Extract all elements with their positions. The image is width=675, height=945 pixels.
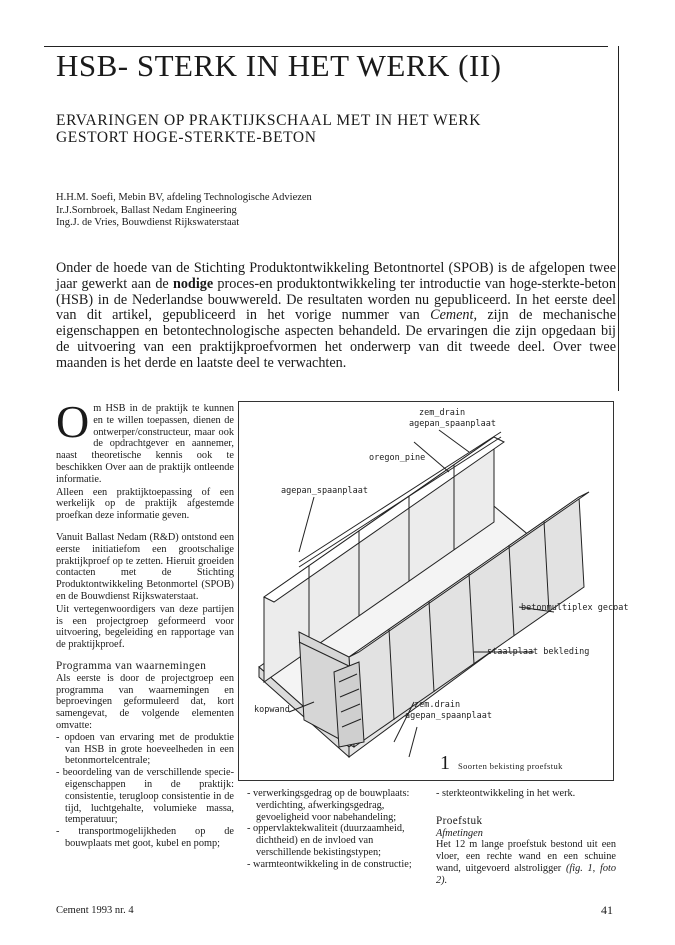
formwork-drawing — [239, 402, 629, 782]
column-1 — [56, 396, 234, 850]
label-agepan-top: agepan_spaanplaat — [409, 419, 496, 429]
figure-caption: Soorten bekisting proefstuk — [458, 761, 563, 771]
observation-list-end — [436, 788, 616, 800]
subsection-heading: Afmetingen — [436, 827, 483, 839]
author-line: Ing.J. de Vries, Bouwdienst Rijkswaterstaat — [56, 217, 240, 228]
list-item: - verwerkingsgedrag op de bouwplaats: verdichting, afwerkingsgedrag, gevoeligheid voor nabehandeling; — [247, 788, 410, 823]
paragraph-text: Het 12 m lange proefstuk bestond uit een vloer, een rechte wand en een schuine wand, uitgevoerd alstroligger — [436, 839, 616, 874]
list-item: - warmteontwikkeling in de constructie; — [247, 858, 412, 870]
figure-1 — [238, 401, 629, 781]
right-rule — [618, 46, 619, 391]
author-list — [56, 192, 312, 230]
author-line: Ir.J.Sornbroek, Ballast Nedam Engineering — [56, 204, 237, 216]
intro-paragraph — [56, 261, 616, 372]
list-item: - sterkteontwikkeling in het werk. — [436, 788, 576, 799]
label-zem-drain-bottom: zem.drain — [414, 700, 461, 710]
article-subtitle: ERVARINGEN OP PRAKTIJKSCHAAL MET IN HET WERK GESTORT HOGE-STERKTE-BETON — [56, 112, 482, 146]
section-heading: Programma van waarnemingen — [56, 659, 207, 672]
label-staalplaat: staalplaat bekleding — [487, 647, 590, 657]
intro-text: zijn de mechanische eigenschappen en betontechnologische aspecten behandeld. De ervaringen die zijn opgedaan bij de uitvoering van een praktijkproefvormen het onderwerp van dit tweede deel. Over twee maanden is het derde en laatste deel te verwachten. — [56, 307, 617, 371]
intro-bold: nodige — [172, 275, 214, 292]
article-title: HSB- STERK IN HET WERK (II) — [56, 48, 502, 83]
journal-footer: Cement 1993 nr. 4 — [56, 905, 134, 916]
paragraph: Uit vertegenwoordigers van deze partijen is een projectgroep geformeerd voor uitvoering, begeleiding en rapportage van de praktijkproef. — [56, 603, 234, 651]
paragraph — [56, 396, 234, 486]
label-agepan-left: agepan_spaanplaat — [281, 486, 368, 496]
list-item: - opdoen van ervaring met de produktie van HSB in grote hoeveelheden in een betonmortelcentrale; — [56, 731, 234, 767]
figure-reference: (fig. 1, foto 2). — [436, 862, 616, 886]
label-zem-drain-top: zem_drain — [419, 408, 466, 418]
drop-cap: O — [56, 396, 90, 447]
label-betonmultiplex: betonmultiplex gecoat — [521, 603, 629, 613]
list-item: - transportmogelijkheden op de bouwplaats met goot, kubel en pomp; — [56, 826, 234, 849]
top-rule — [44, 46, 608, 47]
paragraph: Alleen een praktijktoepassing of een werkelijk op de praktijk afgestemde proefkan deze informatie geven. — [56, 486, 234, 522]
paragraph: Vanuit Ballast Nedam (R&D) ontstond een eerste initiatiefom een grootschalige praktijkproef op te zetten. Hieruit groeiden contacten met de Stichting Produktontwikkeling Betonmortel (SPOB) en de Bouwdienst Rijkswaterstaat. — [56, 531, 234, 602]
journal-name: Cement, — [430, 307, 477, 324]
column-3 — [436, 788, 616, 887]
column-2 — [247, 788, 427, 871]
observation-list — [56, 732, 234, 850]
label-oregon-pine: oregon_pine — [369, 453, 426, 463]
label-agepan-bottom: agepan_spaanplaat — [405, 711, 492, 721]
label-kopwand: kopwand — [254, 705, 290, 715]
paragraph — [436, 839, 616, 886]
intro-text: Onder de hoede van de Stichting Produktontwikkeling Betontnortel (SPOB) is de afgelopen twee jaar gewerkt aan de — [56, 260, 616, 292]
paragraph-text: m HSB in de praktijk te kunnen en te willen toepassen, dienen de ontwerper/constructeur, maar ook de opdrachtgever en aannemer, naast theoretische kennis ook te beschikken Over aan de praktijk ontleende informatie. — [56, 403, 234, 485]
page-number: 41 — [601, 903, 613, 917]
list-item: - beoordeling van de verschillende specie-eigenschappen in de praktijk: consistentie, terugloop consistentie in de tijd, luchtgehalte, volumieke massa, temperatuur; — [56, 767, 234, 826]
author-line: H.H.M. Soefi, Mebin BV, afdeling Technologische Adviezen — [56, 192, 312, 203]
intro-text: proces-en produktontwikkeling ter introductie van hoge-sterkte-beton (HSB) in de Nederlandse bouwwereld. De resultaten worden nu gepubliceerd. In het eerste deel van dit artikel, gepubliceerd in het vorige nummer van — [56, 275, 616, 324]
figure-number: 1 — [440, 752, 450, 774]
observation-list-continued — [247, 788, 427, 871]
list-item: - oppervlaktekwaliteit (duurzaamheid, dichtheid) en de invloed van verschillende bekistingstypen; — [247, 823, 405, 858]
section-heading: Proefstuk — [436, 814, 483, 827]
paragraph: Als eerste is door de projectgroep een programma van waarnemingen en beproevingen geformuleerd dat, kort samengevat, de volgende elementen omvatte: — [56, 672, 234, 731]
